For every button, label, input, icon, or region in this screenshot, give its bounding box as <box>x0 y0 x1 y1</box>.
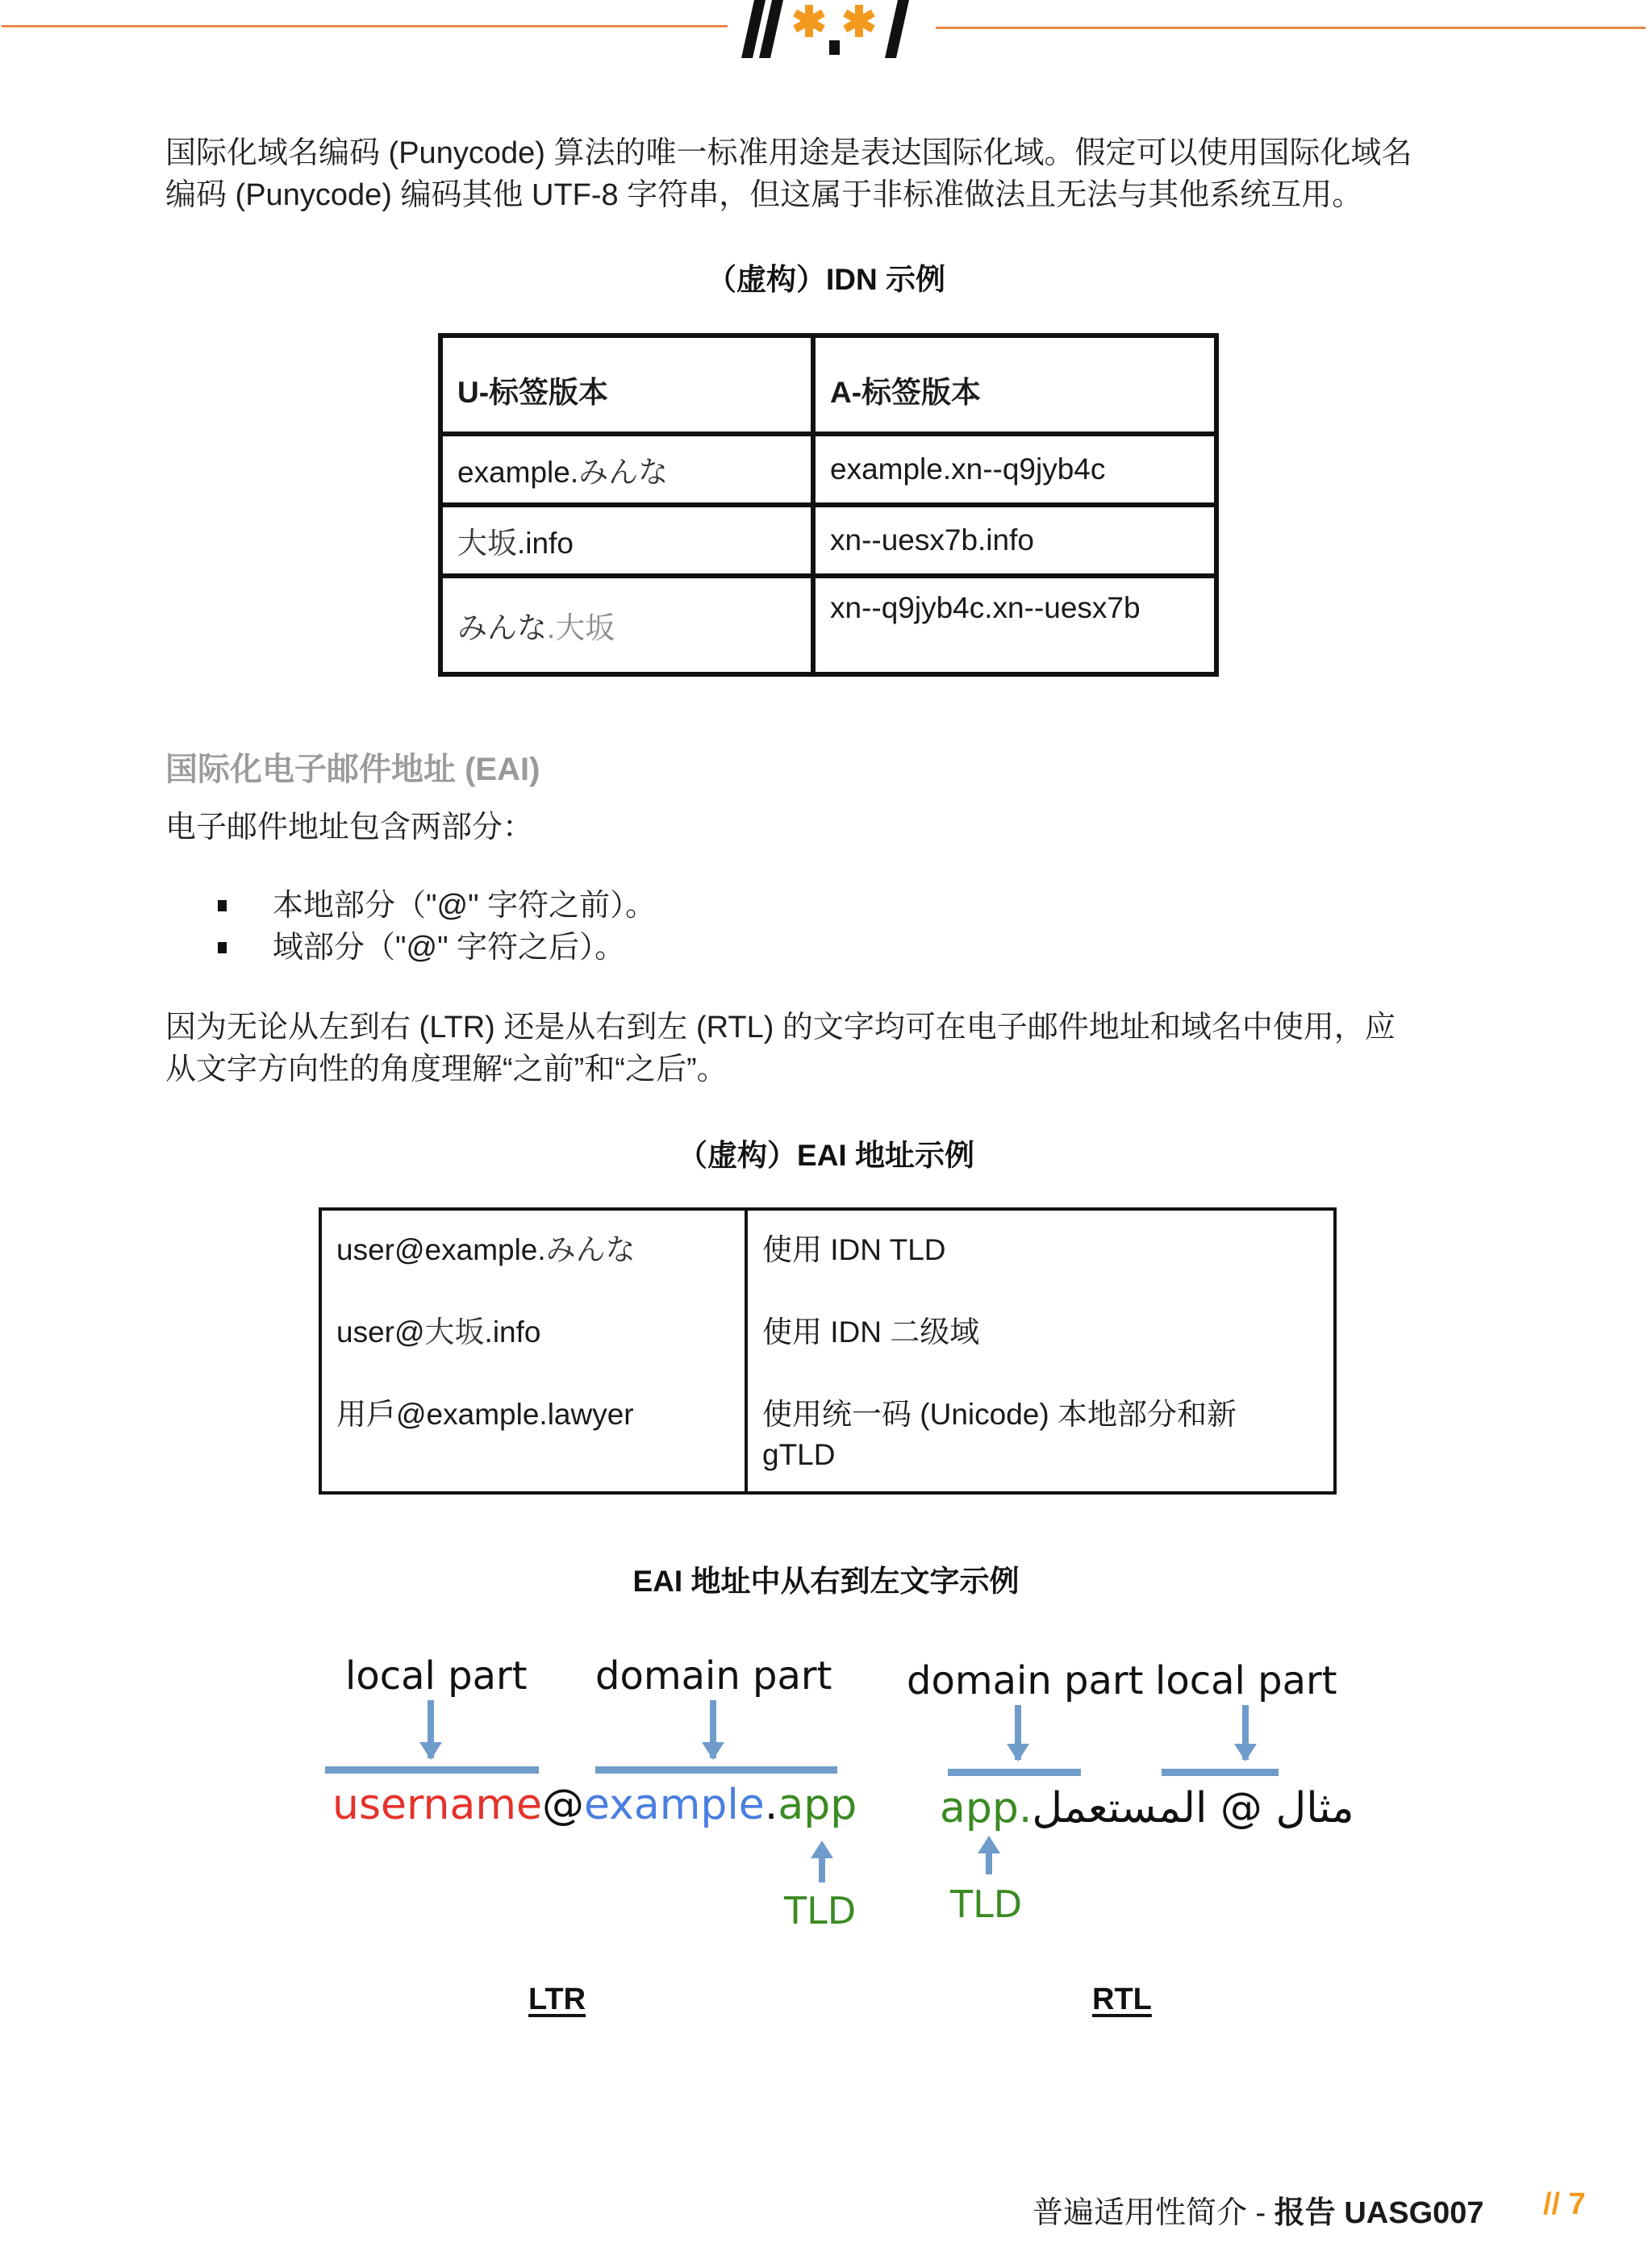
eai-description-3: 使用统一码 (Unicode) 本地部分和新 <box>762 1398 1237 1431</box>
page-number: // 7 <box>1543 2187 1586 2221</box>
rtl-at: @ <box>1220 1784 1262 1832</box>
idn-a-label-cell: xn--uesx7b.info <box>813 505 1216 576</box>
eai-table <box>319 1207 1337 1495</box>
eai-address-column <box>320 1209 746 1493</box>
ltr-dot: . <box>764 1781 778 1829</box>
ltr-domain-arrowhead-icon <box>702 1742 724 1760</box>
ltr-local-part-label: local part <box>345 1653 528 1699</box>
footer-title <box>1032 2187 1484 2232</box>
ltr-local-arrowhead-icon <box>419 1742 442 1760</box>
ltr-local-bracket <box>325 1766 539 1774</box>
eai-explanation <box>165 1007 1504 1090</box>
rtl-tld: app. <box>940 1784 1032 1832</box>
diagram-caption: EAI 地址中从右到左文字示例 <box>632 1565 1020 1598</box>
rtl-local-part-label: local part <box>1155 1658 1337 1703</box>
ltr-email-address <box>332 1781 857 1829</box>
idn-u-label-cell: みんな.大坂 <box>440 576 813 674</box>
footer-report-id: 报告 UASG007 <box>1274 2196 1484 2230</box>
rtl-direction-label: RTL <box>1092 1982 1152 2016</box>
eai-address-1: user@example.みんな <box>336 1232 636 1267</box>
rtl-local-bracket <box>1162 1769 1279 1776</box>
rtl-domain-bracket <box>948 1769 1081 1776</box>
ltr-domain-bracket <box>595 1766 837 1774</box>
bullet-square-icon <box>218 900 227 911</box>
idn-table-header-row <box>440 336 1216 434</box>
intro-line-2: 编码 (Punycode) 编码其他 UTF-8 字符串，但这属于非标准做法且无法与其他系统互用。 <box>165 178 1363 212</box>
ltr-local: username <box>332 1781 542 1829</box>
idn-a-label-cell: xn--q9jyb4c.xn--uesx7b <box>813 576 1216 674</box>
logo-dot <box>829 40 840 55</box>
idn-table-caption: （虚构）IDN 示例 <box>707 263 945 296</box>
ltr-direction-label: LTR <box>528 1982 586 2016</box>
logo-slash-3 <box>885 0 909 58</box>
intro-paragraph <box>165 132 1504 216</box>
eai-table-caption: （虚构）EAI 地址示例 <box>678 1139 974 1172</box>
eai-description-2: 使用 IDN 二级域 <box>762 1315 980 1349</box>
ltr-at: @ <box>541 1781 584 1829</box>
ltr-tld-arrow-icon <box>819 1855 825 1882</box>
rtl-email-address <box>940 1784 1354 1832</box>
logo-star-1 <box>793 5 825 37</box>
ltr-tld-label: TLD <box>784 1889 857 1932</box>
bullet-square-icon <box>218 942 227 953</box>
ltr-domain-part-label: domain part <box>595 1653 832 1699</box>
eai-description-1: 使用 IDN TLD <box>762 1233 946 1266</box>
idn-u-label-cell: example.みんな <box>440 434 813 505</box>
eai-description-column <box>746 1209 1335 1493</box>
idn-table <box>438 333 1219 677</box>
rtl-domain-part-label: domain part <box>907 1658 1144 1703</box>
ltr-domain: example <box>583 1781 765 1829</box>
eai-description-3-cont: gTLD <box>762 1438 836 1471</box>
explanation-line-2: 从文字方向性的角度理解“之前”和“之后”。 <box>165 1053 728 1086</box>
table-row <box>440 505 1216 576</box>
idn-header-u-label: U-标签版本 <box>440 336 813 434</box>
header-rule-right <box>936 27 1646 29</box>
eai-address-2: user@大坂.info <box>336 1315 541 1349</box>
eai-address-3: 用戶@example.lawyer <box>336 1398 634 1431</box>
rtl-local-arrowhead-icon <box>1234 1744 1257 1761</box>
rtl-local: المستعمل <box>1032 1784 1208 1832</box>
idn-u-label-cell: 大坂.info <box>440 505 813 576</box>
eai-intro: 电子邮件地址包含两部分： <box>165 811 534 844</box>
footer-doc-title: 普遍适用性简介 - <box>1032 2196 1274 2230</box>
rtl-tld-label: TLD <box>950 1882 1023 1926</box>
table-row <box>440 434 1216 505</box>
rtl-tld-arrow-icon <box>986 1850 992 1874</box>
eai-section-heading: 国际化电子邮件地址 (EAI) <box>165 752 540 787</box>
header-rule-left <box>2 25 728 27</box>
table-row <box>320 1209 1335 1493</box>
rtl-domain-arrowhead-icon <box>1007 1744 1029 1761</box>
logo-star-2 <box>843 5 875 37</box>
idn-a-label-cell: example.xn--q9jyb4c <box>813 434 1216 505</box>
intro-line-1: 国际化域名编码 (Punycode) 算法的唯一标准用途是表达国际化域。假定可以使用国际化域名 <box>165 136 1412 170</box>
ltr-tld: app <box>778 1781 857 1829</box>
rtl-domain: مثال <box>1275 1784 1354 1832</box>
explanation-line-1: 因为无论从左到右 (LTR) 还是从右到左 (RTL) 的文字均可在电子邮件地址和域名中使用，应 <box>165 1011 1395 1044</box>
table-row <box>440 576 1216 674</box>
idn-header-a-label: A-标签版本 <box>813 336 1216 434</box>
uasg-logo <box>730 0 932 60</box>
